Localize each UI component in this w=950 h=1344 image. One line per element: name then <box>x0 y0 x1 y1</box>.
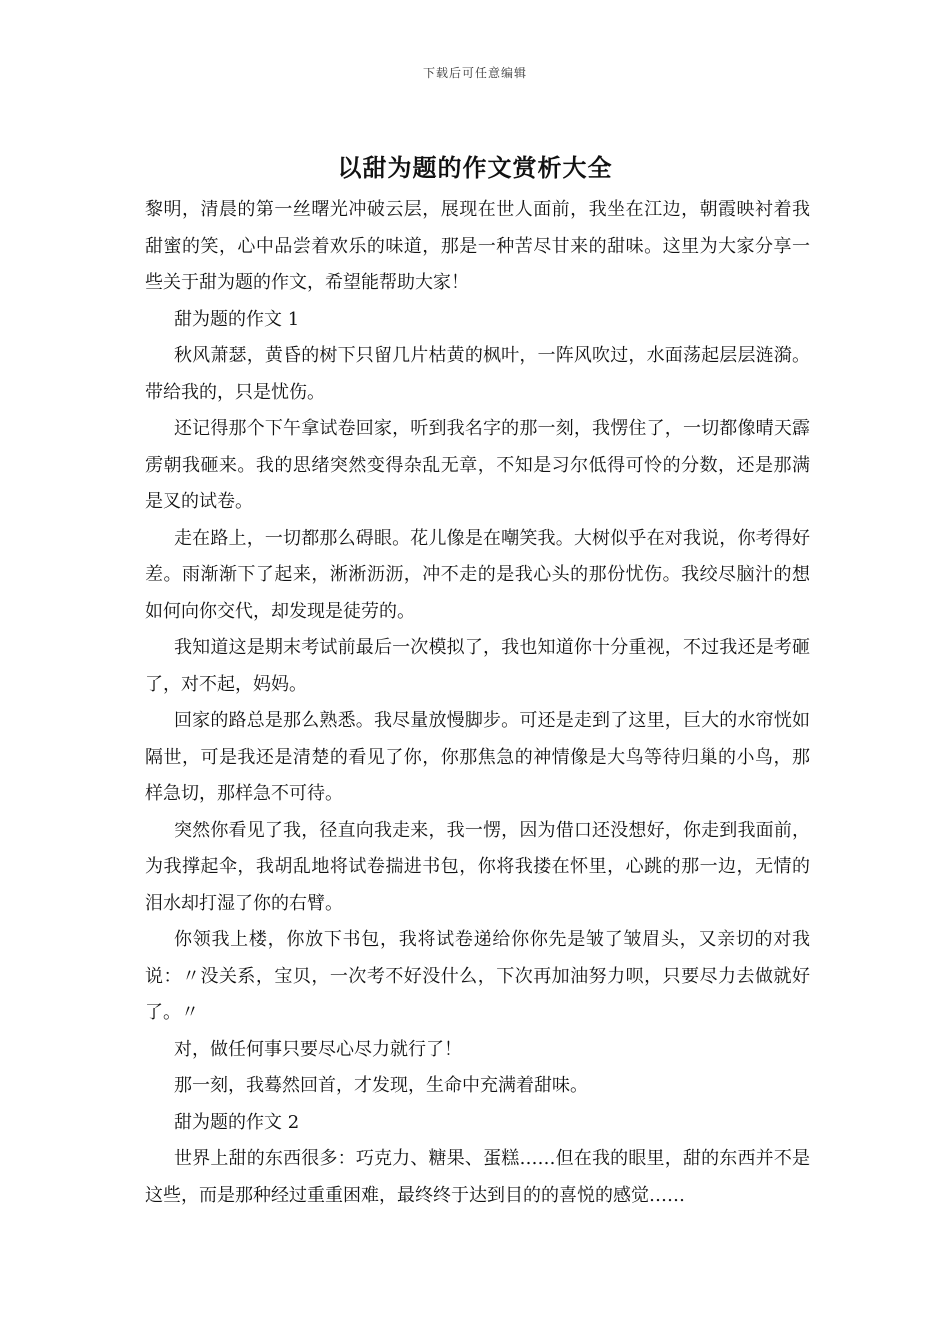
paragraph: 那一刻，我蓦然回首，才发现，生命中充满着甜味。 <box>174 1075 588 1096</box>
document-body <box>145 192 810 1214</box>
paragraph: 世界上甜的东西很多：巧克力、糖果、蛋糕……但在我的眼里，甜的东西并不是这些，而是那种经过重重困难，最终终于达到目的的喜悦的感觉…… <box>145 1148 810 1206</box>
paragraph: 你领我上楼，你放下书包，我将试卷递给你你先是皱了皱眉头，又亲切的对我说：〃没关系，宝贝，一次考不好没什么，下次再加油努力呗，只要尽力去做就好了。〃 <box>145 929 810 1023</box>
section-heading-1: 甜为题的作文 1 <box>174 308 300 330</box>
paragraph: 对，做任何事只要尽心尽力就行了！ <box>174 1038 462 1060</box>
paragraph: 走在路上，一切都那么碍眼。花儿像是在嘲笑我。大树似乎在对我说，你考得好差。雨渐渐下了起来，淅淅沥沥，冲不走的是我心头的那份忧伤。我绞尽脑汁的想如何向你交代，却发现是徒劳的。 <box>145 527 810 622</box>
paragraph-intro: 黎明，清晨的第一丝曙光冲破云层，展现在世人面前，我坐在江边，朝霞映衬着我甜蜜的笑，心中品尝着欢乐的味道，那是一种苦尽甘来的甜味。这里为大家分享一些关于甜为题的作文，希望能帮助大家！ <box>145 199 810 293</box>
paragraph: 回家的路总是那么熟悉。我尽量放慢脚步。可还是走到了这里，巨大的水帘恍如隔世，可是我还是清楚的看见了你，你那焦急的神情像是大鸟等待归巢的小鸟，那样急切，那样急不可待。 <box>145 710 810 804</box>
document-title: 以甜为题的作文赏析大全 <box>337 153 613 182</box>
paragraph: 突然你看见了我，径直向我走来，我一愣，因为借口还没想好，你走到我面前，为我撑起伞，我胡乱地将试卷揣进书包，你将我搂在怀里，心跳的那一边，无情的泪水却打湿了你的右臂。 <box>145 819 810 914</box>
section-heading-2: 甜为题的作文 2 <box>174 1111 300 1133</box>
paragraph: 我知道这是期末考试前最后一次模拟了，我也知道你十分重视，不过我还是考砸了，对不起，妈妈。 <box>145 637 810 695</box>
paragraph: 秋风萧瑟，黄昏的树下只留几片枯黄的枫叶，一阵风吹过，水面荡起层层涟漪。带给我的，只是忧伤。 <box>145 345 810 403</box>
paragraph: 还记得那个下午拿试卷回家，听到我名字的那一刻，我愣住了，一切都像晴天霹雳朝我砸来。我的思绪突然变得杂乱无章，不知是习尔低得可怜的分数，还是那满是叉的试卷。 <box>145 418 810 512</box>
header-note: 下载后可任意编辑 <box>422 66 527 80</box>
